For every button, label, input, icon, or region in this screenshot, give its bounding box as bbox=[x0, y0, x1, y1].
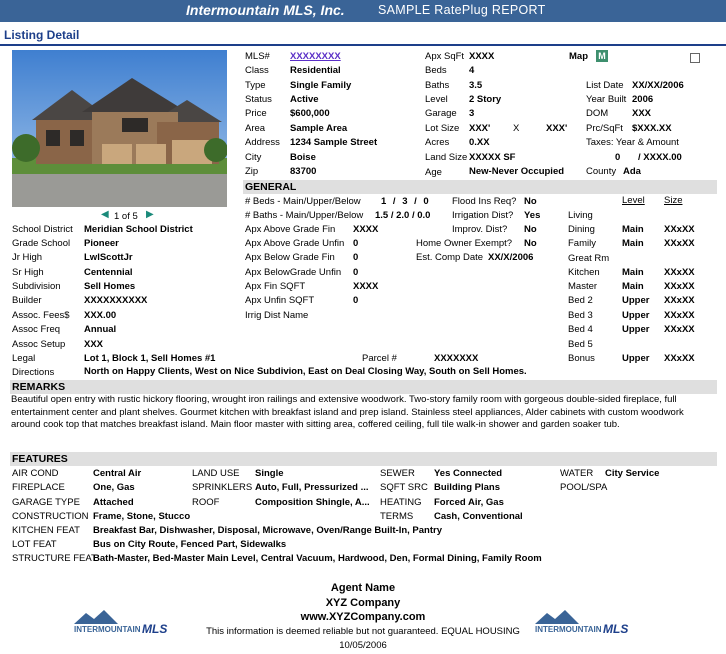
assoc-setup-label: Assoc Setup bbox=[12, 339, 66, 350]
zip-label: Zip bbox=[245, 166, 259, 177]
below-grade-fin-label: Apx Below Grade Fin bbox=[245, 252, 335, 263]
beds-breakdown-value: 1 / 3 / 0 bbox=[381, 196, 429, 207]
report-date: 10/05/2006 bbox=[339, 640, 387, 651]
assoc-fees-label: Assoc. Fees$ bbox=[12, 310, 70, 321]
price-per-sqft-value: $XXX.XX bbox=[632, 123, 672, 134]
room-master-size: XXxXX bbox=[664, 281, 695, 292]
brand-title: Intermountain MLS, Inc. bbox=[186, 2, 345, 18]
irrigation-value: Yes bbox=[524, 210, 541, 221]
class-label: Class bbox=[245, 65, 269, 76]
below-grade-fin-value: 0 bbox=[353, 252, 359, 263]
mls-number-link[interactable]: XXXXXXXX bbox=[290, 51, 341, 62]
lot-feat-label: LOT FEAT bbox=[12, 539, 57, 550]
heating-label: HEATING bbox=[380, 497, 422, 508]
sprinklers-label: SPRINKLERS bbox=[192, 482, 253, 493]
room-bed5: Bed 5 bbox=[568, 339, 593, 350]
room-dining-size: XXxXX bbox=[664, 224, 695, 235]
imls-logo-right-mls: MLS bbox=[603, 622, 629, 636]
price-label: Price bbox=[245, 108, 267, 119]
lot-size-label: Lot Size bbox=[425, 123, 460, 134]
mls-label: MLS# bbox=[245, 51, 270, 62]
builder-value: XXXXXXXXXX bbox=[84, 295, 148, 306]
listing-photo[interactable] bbox=[12, 50, 227, 207]
remarks-text: Beautiful open entry with rustic hickory flooring, wrought iron railings and extensive woodwork. Two-story family room with gorgeous double-sided fireplace, full entertainment center and plant shelves. Gourmet kitchen with breakfast island and prep island. Stainless steel appliances, Alder cabinets with custom woodwork around cook top that matches breakfast island. Main floor master with sitting area, coffered ceiling, full tile walk-in shower and garden soaker tub. bbox=[11, 394, 684, 430]
baths-breakdown-value: 1.5 / 2.0 / 0.0 bbox=[375, 210, 431, 221]
kitchen-feat-value: Breakfast Bar, Dishwasher, Disposal, Microwave, Oven/Range Built-In, Pantry bbox=[93, 525, 442, 536]
room-bed3: Bed 3 bbox=[568, 310, 593, 321]
garage-value: 3 bbox=[469, 108, 475, 119]
lot-width: XXX' bbox=[469, 123, 491, 134]
address-label: Address bbox=[245, 137, 280, 148]
acres-label: Acres bbox=[425, 137, 450, 148]
flood-label: Flood Ins Req? bbox=[452, 196, 517, 207]
fin-sqft-label: Apx Fin SQFT bbox=[245, 281, 306, 292]
sr-high-value: Centennial bbox=[84, 267, 133, 278]
address-value: 1234 Sample Street bbox=[290, 137, 378, 148]
school-district-label: School District bbox=[12, 224, 73, 235]
county-label: County bbox=[586, 166, 617, 177]
status-label: Status bbox=[245, 94, 272, 105]
water-value: City Service bbox=[605, 468, 660, 479]
room-kitchen-level: Main bbox=[622, 267, 644, 278]
level-label: Level bbox=[425, 94, 448, 105]
garage-type-label: GARAGE TYPE bbox=[12, 497, 80, 508]
map-label: Map bbox=[569, 51, 588, 62]
roof-value: Composition Shingle, A... bbox=[255, 497, 370, 508]
improv-label: Improv. Dist? bbox=[452, 224, 508, 235]
room-kitchen-size: XXxXX bbox=[664, 267, 695, 278]
directions-label: Directions bbox=[12, 367, 55, 378]
beds-breakdown-label: # Beds - Main/Upper/Below bbox=[245, 196, 361, 207]
room-master: Master bbox=[568, 281, 598, 292]
imls-logo-right bbox=[535, 610, 645, 646]
area-value: Sample Area bbox=[290, 123, 348, 134]
tax-year: 0 bbox=[615, 152, 621, 163]
lot-feat-value: Bus on City Route, Fenced Part, Sidewalks bbox=[93, 539, 287, 550]
room-kitchen: Kitchen bbox=[568, 267, 600, 278]
baths-breakdown-label: # Baths - Main/Upper/Below bbox=[245, 210, 364, 221]
room-bed4-size: XXxXX bbox=[664, 324, 695, 335]
sewer-label: SEWER bbox=[380, 468, 415, 479]
parcel-label: Parcel # bbox=[362, 353, 397, 364]
grade-school-value: Pioneer bbox=[84, 238, 119, 249]
type-label: Type bbox=[245, 80, 266, 91]
county-value: Ada bbox=[623, 166, 641, 177]
heating-value: Forced Air, Gas bbox=[434, 497, 504, 508]
taxes-label: Taxes: Year & Amount bbox=[586, 137, 679, 148]
age-label: Age bbox=[425, 167, 442, 178]
rooms-size-header: Size bbox=[664, 195, 683, 206]
kitchen-feat-label: KITCHEN FEAT bbox=[12, 525, 80, 536]
air-cond-value: Central Air bbox=[93, 468, 142, 479]
general-header: GENERAL bbox=[243, 180, 717, 194]
flood-value: No bbox=[524, 196, 537, 207]
remarks-header: REMARKS bbox=[10, 380, 717, 394]
above-grade-unfin-label: Apx Above Grade Unfin bbox=[245, 238, 345, 249]
land-size-label: Land Size bbox=[425, 152, 468, 163]
photo-prev-icon[interactable]: ◀ bbox=[101, 209, 109, 220]
area-label: Area bbox=[245, 123, 266, 134]
below-grade-unfin-label: Apx BelowGrade Unfin bbox=[245, 267, 342, 278]
school-district-value: Meridian School District bbox=[84, 224, 193, 235]
construction-label: CONSTRUCTION bbox=[12, 511, 89, 522]
above-grade-fin-label: Apx Above Grade Fin bbox=[245, 224, 336, 235]
rooms-level-header: Level bbox=[622, 195, 645, 206]
assoc-setup-value: XXX bbox=[84, 339, 104, 350]
report-title: SAMPLE RatePlug REPORT bbox=[378, 3, 546, 17]
room-family: Family bbox=[568, 238, 596, 249]
sprinklers-value: Auto, Full, Pressurized ... bbox=[255, 482, 369, 493]
pool-spa-label: POOL/SPA bbox=[560, 482, 608, 493]
disclaimer: This information is deemed reliable but not guaranteed. EQUAL HOUSING bbox=[206, 626, 520, 637]
select-checkbox[interactable] bbox=[690, 53, 700, 63]
city-value: Boise bbox=[290, 152, 316, 163]
land-use-value: Single bbox=[255, 468, 284, 479]
room-great: Great Rm bbox=[568, 253, 610, 264]
comp-date-label: Est. Comp Date bbox=[416, 252, 484, 263]
legal-value: Lot 1, Block 1, Sell Homes #1 bbox=[84, 353, 216, 364]
title-divider bbox=[0, 44, 726, 46]
room-bed4-level: Upper bbox=[622, 324, 650, 335]
status-value: Active bbox=[290, 94, 319, 105]
assoc-freq-label: Assoc Freq bbox=[12, 324, 61, 335]
baths-value: 3.5 bbox=[469, 80, 483, 91]
water-label: WATER bbox=[560, 468, 594, 479]
structure-feat-value: Bath-Master, Bed-Master Main Level, Central Vacuum, Hardwood, Den, Formal Dining, Family Room bbox=[93, 553, 542, 564]
tax-amount: / XXXX.00 bbox=[638, 152, 682, 163]
agent-name: Agent Name bbox=[330, 582, 396, 594]
age-value: New-Never Occupied bbox=[469, 166, 565, 177]
sqft-value: XXXX bbox=[469, 51, 495, 62]
lot-depth: XXX' bbox=[546, 123, 568, 134]
year-built-label: Year Built bbox=[586, 94, 627, 105]
beds-value: 4 bbox=[469, 65, 475, 76]
assoc-fees-value: XXX.00 bbox=[84, 310, 117, 321]
imls-logo-left-text: INTERMOUNTAIN bbox=[74, 625, 141, 634]
grade-school-label: Grade School bbox=[12, 238, 71, 249]
agent-company: XYZ Company bbox=[325, 597, 401, 609]
directions-value: North on Happy Clients, West on Nice Subdivion, East on Deal Closing Way, South on Sell Homes. bbox=[84, 366, 527, 377]
room-bonus: Bonus bbox=[568, 353, 595, 364]
subdivision-label: Subdivision bbox=[12, 281, 61, 292]
baths-label: Baths bbox=[425, 80, 450, 91]
dom-label: DOM bbox=[586, 108, 609, 119]
price-per-sqft-label: Prc/SqFt bbox=[586, 123, 623, 134]
list-date-label: List Date bbox=[586, 80, 624, 91]
unfin-sqft-value: 0 bbox=[353, 295, 359, 306]
sqft-src-value: Building Plans bbox=[434, 482, 500, 493]
dom-value: XXX bbox=[632, 108, 652, 119]
room-bed2: Bed 2 bbox=[568, 295, 593, 306]
list-date-value: XX/XX/2006 bbox=[632, 80, 684, 91]
photo-counter: 1 of 5 bbox=[114, 211, 138, 222]
land-size-value: XXXXX SF bbox=[469, 152, 516, 163]
photo-next-icon[interactable]: ▶ bbox=[146, 209, 154, 220]
jr-high-value: LwlScottJr bbox=[84, 252, 133, 263]
room-dining: Dining bbox=[568, 224, 595, 235]
jr-high-label: Jr High bbox=[12, 252, 43, 263]
legal-label: Legal bbox=[12, 353, 36, 364]
room-master-level: Main bbox=[622, 281, 644, 292]
zip-value: 83700 bbox=[290, 166, 317, 177]
room-bed2-size: XXxXX bbox=[664, 295, 695, 306]
room-bed2-level: Upper bbox=[622, 295, 650, 306]
fireplace-value: One, Gas bbox=[93, 482, 135, 493]
fireplace-label: FIREPLACE bbox=[12, 482, 65, 493]
agent-website[interactable]: www.XYZCompany.com bbox=[300, 611, 426, 623]
air-cond-label: AIR COND bbox=[12, 468, 59, 479]
improv-value: No bbox=[524, 224, 537, 235]
terms-value: Cash, Conventional bbox=[434, 511, 523, 522]
irrigation-label: Irrigation Dist? bbox=[452, 210, 514, 221]
hoe-label: Home Owner Exempt? bbox=[416, 238, 513, 249]
room-family-level: Main bbox=[622, 238, 644, 249]
city-label: City bbox=[245, 152, 262, 163]
acres-value: 0.XX bbox=[469, 137, 490, 148]
garage-label: Garage bbox=[425, 108, 457, 119]
structure-feat-label: STRUCTURE FEAT bbox=[12, 553, 97, 564]
fin-sqft-value: XXXX bbox=[353, 281, 379, 292]
sqft-label: Apx SqFt bbox=[425, 51, 465, 62]
room-family-size: XXxXX bbox=[664, 238, 695, 249]
room-bed4: Bed 4 bbox=[568, 324, 593, 335]
type-value: Single Family bbox=[290, 80, 352, 91]
comp-date-value: XX/X/2006 bbox=[488, 252, 534, 263]
map-icon[interactable]: M bbox=[596, 50, 608, 62]
subdivision-value: Sell Homes bbox=[84, 281, 136, 292]
room-bed3-size: XXxXX bbox=[664, 310, 695, 321]
builder-label: Builder bbox=[12, 295, 42, 306]
irrig-dist-name-label: Irrig Dist Name bbox=[245, 310, 309, 321]
sr-high-label: Sr High bbox=[12, 267, 44, 278]
unfin-sqft-label: Apx Unfin SQFT bbox=[245, 295, 315, 306]
report-header bbox=[0, 0, 726, 22]
room-living: Living bbox=[568, 210, 593, 221]
year-built-value: 2006 bbox=[632, 94, 654, 105]
garage-type-value: Attached bbox=[93, 497, 134, 508]
hoe-value: No bbox=[524, 238, 537, 249]
sqft-src-label: SQFT SRC bbox=[380, 482, 428, 493]
price-value: $600,000 bbox=[290, 108, 330, 119]
imls-logo-left-mls: MLS bbox=[142, 622, 168, 636]
imls-logo-right-text: INTERMOUNTAIN bbox=[535, 625, 602, 634]
lot-x: X bbox=[513, 123, 520, 134]
room-bed3-level: Upper bbox=[622, 310, 650, 321]
assoc-freq-value: Annual bbox=[84, 324, 117, 335]
land-use-label: LAND USE bbox=[192, 468, 240, 479]
page-title: Listing Detail bbox=[4, 28, 80, 42]
parcel-value: XXXXXXX bbox=[434, 353, 479, 364]
features-header: FEATURES bbox=[10, 452, 717, 466]
construction-value: Frame, Stone, Stucco bbox=[93, 511, 191, 522]
class-value: Residential bbox=[290, 65, 341, 76]
room-dining-level: Main bbox=[622, 224, 644, 235]
roof-label: ROOF bbox=[192, 497, 220, 508]
level-value: 2 Story bbox=[469, 94, 502, 105]
above-grade-fin-value: XXXX bbox=[353, 224, 379, 235]
terms-label: TERMS bbox=[380, 511, 414, 522]
above-grade-unfin-value: 0 bbox=[353, 238, 359, 249]
sewer-value: Yes Connected bbox=[434, 468, 503, 479]
imls-logo-left bbox=[74, 610, 184, 646]
below-grade-unfin-value: 0 bbox=[353, 267, 359, 278]
room-bonus-level: Upper bbox=[622, 353, 650, 364]
room-bonus-size: XXxXX bbox=[664, 353, 695, 364]
beds-label: Beds bbox=[425, 65, 447, 76]
